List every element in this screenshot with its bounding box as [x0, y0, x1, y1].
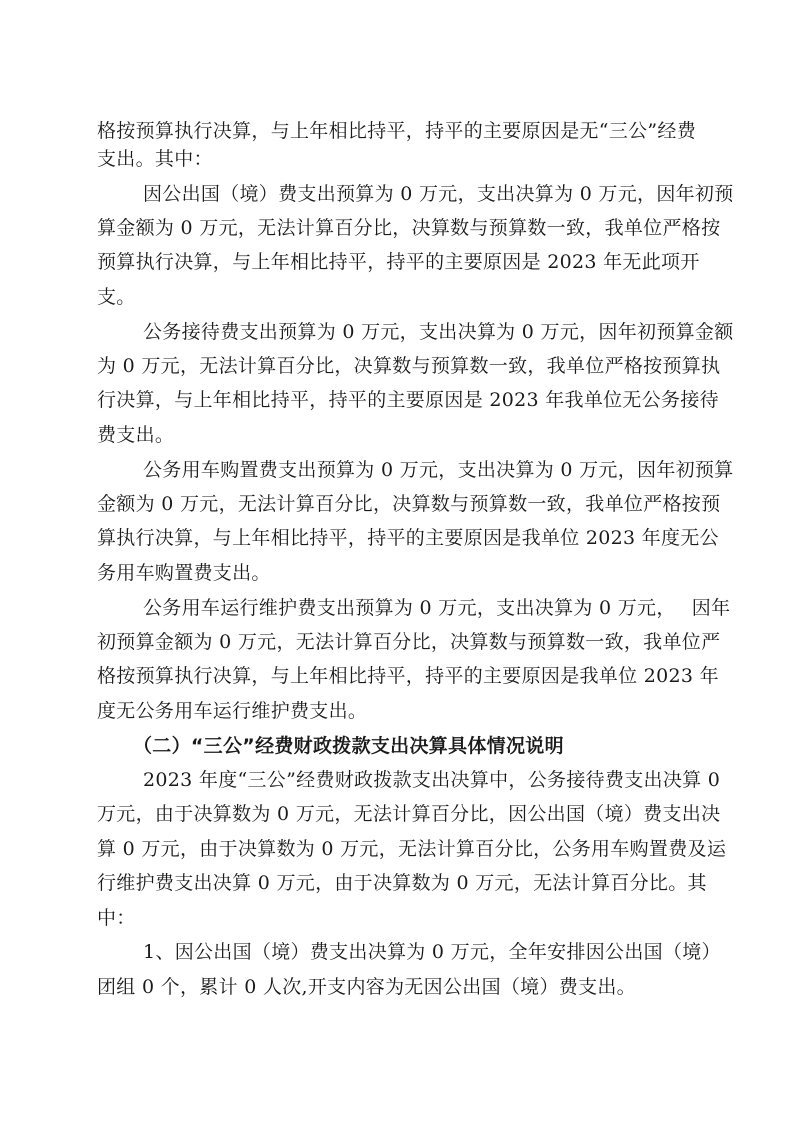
paragraph-line: 算金额为 0 万元，无法计算百分比，决算数与预算数一致，我单位严格按 [97, 217, 721, 239]
paragraph-line: 格按预算执行决算，与上年相比持平，持平的主要原因是我单位 2023 年 [97, 665, 719, 687]
paragraph-line: 支。 [97, 286, 136, 308]
paragraph-line: 万元，由于决算数为 0 万元，无法计算百分比，因公出国（境）费支出决 [97, 803, 721, 825]
paragraph-line: 为 0 万元，无法计算百分比，决算数与预算数一致，我单位严格按预算执 [97, 355, 721, 377]
paragraph-line: 金额为 0 万元，无法计算百分比，决算数与预算数一致，我单位严格按预 [97, 493, 721, 515]
paragraph-line: 算执行决算，与上年相比持平，持平的主要原因是我单位 2023 年度无公 [97, 527, 719, 549]
paragraph-line: 公务接待费支出预算为 0 万元，支出决算为 0 万元，因年初预算金额 [143, 321, 734, 343]
paragraph-line: 支出。其中： [97, 148, 213, 170]
paragraph-line: 行决算，与上年相比持平，持平的主要原因是 2023 年我单位无公务接待 [97, 389, 719, 411]
paragraph-line: 公务用车购置费支出预算为 0 万元，支出决算为 0 万元，因年初预算 [143, 459, 734, 481]
paragraph-line: 初预算金额为 0 万元，无法计算百分比，决算数与预算数一致，我单位严 [97, 631, 721, 653]
paragraph-line: 费支出。 [97, 424, 175, 446]
paragraph-line: 务用车购置费支出。 [97, 562, 271, 584]
paragraph-line: 算 0 万元，由于决算数为 0 万元，无法计算百分比，公务用车购置费及运 [97, 838, 727, 860]
paragraph-line: 因公出国（境）费支出预算为 0 万元，支出决算为 0 万元，因年初预 [143, 183, 734, 205]
paragraph-line: 度无公务用车运行维护费支出。 [97, 700, 368, 722]
paragraph-line: 团组 0 个，累计 0 人次,开支内容为无因公出国（境）费支出。 [97, 976, 636, 998]
paragraph-line: 2023 年度“三公”经费财政拨款支出决算中，公务接待费支出决算 0 [143, 769, 721, 791]
paragraph-line: 预算执行决算，与上年相比持平，持平的主要原因是 2023 年无此项开 [97, 251, 700, 273]
section-heading: （二）“三公”经费财政拨款支出决算具体情况说明 [133, 735, 564, 757]
paragraph-line: 行维护费支出决算 0 万元，由于决算数为 0 万元，无法计算百分比。其 [97, 872, 707, 894]
paragraph-line: 格按预算执行决算，与上年相比持平，持平的主要原因是无“三公”经费 [97, 120, 697, 142]
paragraph-line: 公务用车运行维护费支出预算为 0 万元，支出决算为 0 万元， 因年 [143, 597, 731, 619]
paragraph-line: 中： [97, 907, 136, 929]
paragraph-line: 1、因公出国（境）费支出决算为 0 万元，全年安排因公出国（境） [143, 941, 721, 963]
